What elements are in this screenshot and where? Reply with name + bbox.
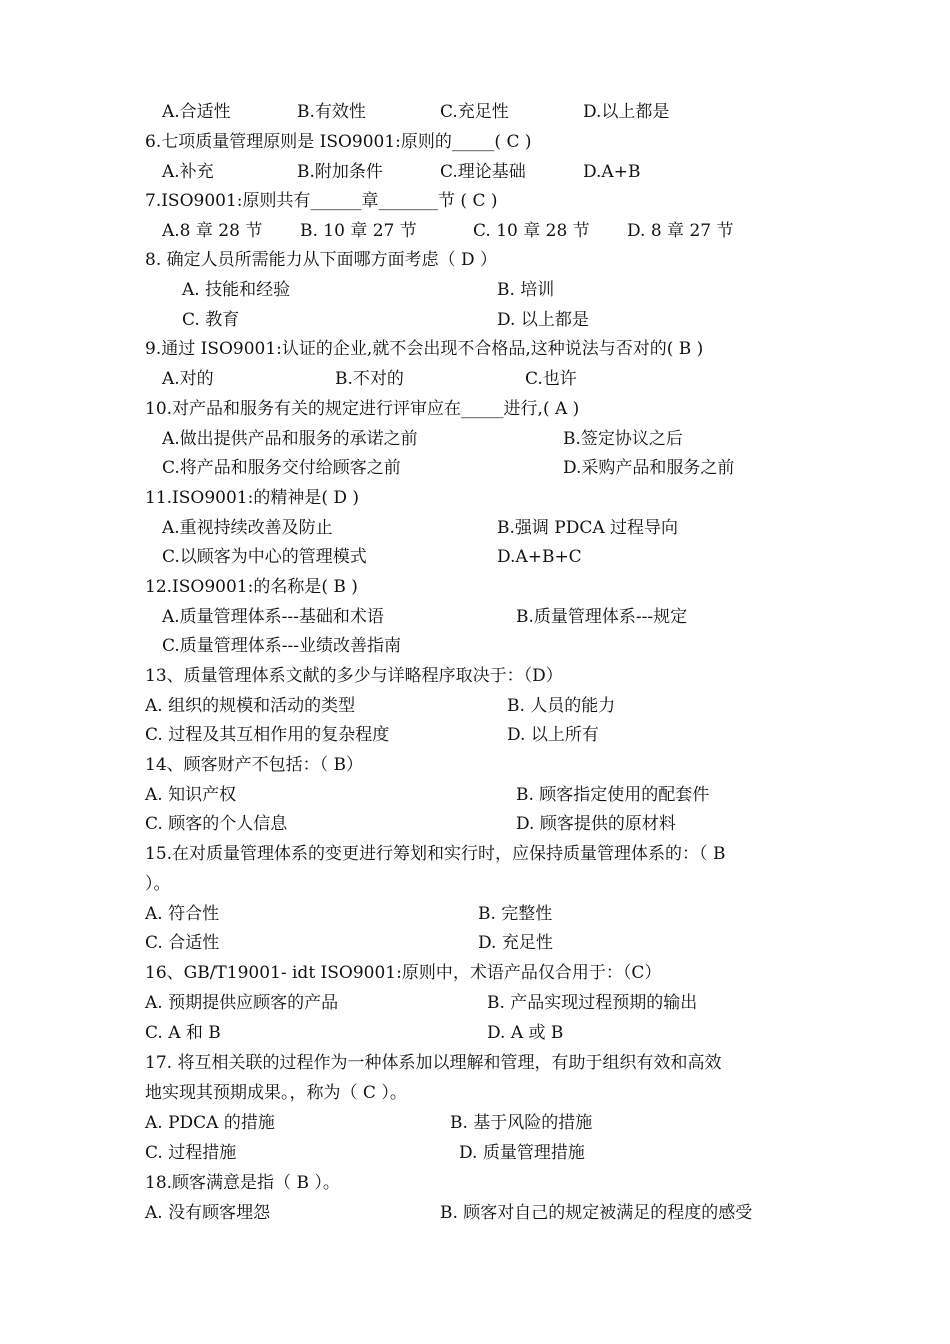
q10-question: 10.对产品和服务有关的规定进行评审应在_____进行,( A ) <box>145 399 580 419</box>
q14-option-c: C. 顾客的个人信息 <box>145 814 288 834</box>
q16-option-a: A. 预期提供应顾客的产品 <box>145 993 339 1013</box>
q7-option-c: C. 10 章 28 节 <box>473 221 590 241</box>
q13-option-b: B. 人员的能力 <box>507 696 616 716</box>
q17-option-c: C. 过程措施 <box>145 1143 237 1163</box>
q8-option-a: A. 技能和经验 <box>182 280 291 300</box>
q6-option-a: A.补充 <box>162 162 214 182</box>
q6-question: 6.七项质量管理原则是 ISO9001:原则的_____( C ) <box>145 132 532 152</box>
q13-option-c: C. 过程及其互相作用的复杂程度 <box>145 725 390 745</box>
q7-option-a: A.8 章 28 节 <box>162 221 263 241</box>
q17-options-row2 <box>145 1138 825 1168</box>
q13-options-row2 <box>145 720 825 750</box>
q15-options-row1 <box>145 899 825 929</box>
q11-option-b: B.强调 PDCA 过程导向 <box>497 518 679 538</box>
q18-options-row1 <box>145 1198 825 1228</box>
q8-option-d: D. 以上都是 <box>497 310 589 330</box>
q17-option-b: B. 基于风险的措施 <box>450 1113 593 1133</box>
q17-option-d: D. 质量管理措施 <box>459 1143 585 1163</box>
q15-question-line2: ）。 <box>145 874 171 894</box>
q6-options <box>145 157 825 187</box>
q11-option-c: C.以顾客为中心的管理模式 <box>162 547 367 567</box>
q8-question: 8. 确定人员所需能力从下面哪方面考虑（ D ） <box>145 250 498 270</box>
q14-options-row1 <box>145 780 825 810</box>
q9-option-b: B.不对的 <box>335 369 404 389</box>
q5-option-d: D.以上都是 <box>583 102 670 122</box>
q6-option-c: C.理论基础 <box>440 162 526 182</box>
q10-option-a: A.做出提供产品和服务的承诺之前 <box>162 429 418 449</box>
q17-question-line2: 地实现其预期成果。，称为（ C ）。 <box>145 1083 407 1103</box>
q16-option-b: B. 产品实现过程预期的输出 <box>487 993 698 1013</box>
q11-option-d: D.A+B+C <box>497 547 582 567</box>
q14-option-d: D. 顾客提供的原材料 <box>516 814 676 834</box>
q7-option-b: B. 10 章 27 节 <box>300 221 417 241</box>
q15-option-a: A. 符合性 <box>145 904 220 924</box>
q14-option-a: A. 知识产权 <box>145 785 237 805</box>
q12-question: 12.ISO9001:的名称是( B ) <box>145 577 358 597</box>
q10-options-row1 <box>145 424 825 454</box>
q17-question-line1: 17. 将互相关联的过程作为一种体系加以理解和管理，有助于组织有效和高效 <box>145 1053 722 1073</box>
q12-option-b: B.质量管理体系---规定 <box>516 607 688 627</box>
q16-options-row2 <box>145 1018 825 1048</box>
q7-question: 7.ISO9001:原则共有______章_______节 ( C ) <box>145 191 498 211</box>
q15-question-line1: 15.在对质量管理体系的变更进行筹划和实行时，应保持质量管理体系的：（ B <box>145 844 726 864</box>
q15-option-c: C. 合适性 <box>145 933 220 953</box>
q5-option-a: A.合适性 <box>162 102 231 122</box>
q13-option-a: A. 组织的规模和活动的类型 <box>145 696 356 716</box>
q8-options-row2 <box>145 305 825 335</box>
q18-question: 18.顾客满意是指（ B ）。 <box>145 1173 340 1193</box>
q8-option-b: B. 培训 <box>497 280 555 300</box>
q17-options-row1 <box>145 1108 825 1138</box>
q12-options-row1 <box>145 602 825 632</box>
q8-option-c: C. 教育 <box>182 310 240 330</box>
q14-options-row2 <box>145 809 825 839</box>
q15-options-row2 <box>145 928 825 958</box>
q13-options-row1 <box>145 691 825 721</box>
q16-option-d: D. A 或 B <box>487 1023 564 1043</box>
q12-option-c: C.质量管理体系---业绩改善指南 <box>162 636 402 656</box>
q11-options-row1 <box>145 513 825 543</box>
q18-option-b: B. 顾客对自己的规定被满足的程度的感受 <box>440 1203 753 1223</box>
q10-option-c: C.将产品和服务交付给顾客之前 <box>162 458 401 478</box>
q9-question: 9.通过 ISO9001:认证的企业,就不会出现不合格品,这种说法与否对的( B ) <box>145 339 704 359</box>
q10-option-b: B.签定协议之后 <box>563 429 683 449</box>
q9-option-c: C.也许 <box>525 369 577 389</box>
q11-question: 11.ISO9001:的精神是( D ) <box>145 488 360 508</box>
q13-option-d: D. 以上所有 <box>507 725 599 745</box>
q13-question: 13、质量管理体系文献的多少与详略程序取决于：（D） <box>145 666 563 686</box>
q10-option-d: D.采购产品和服务之前 <box>563 458 735 478</box>
q5-option-b: B.有效性 <box>297 102 366 122</box>
q6-option-b: B.附加条件 <box>297 162 383 182</box>
q15-option-d: D. 充足性 <box>478 933 553 953</box>
q15-option-b: B. 完整性 <box>478 904 553 924</box>
q16-option-c: C. A 和 B <box>145 1023 221 1043</box>
q7-options <box>145 216 825 246</box>
q14-question: 14、顾客财产不包括：（ B） <box>145 755 364 775</box>
q18-option-a: A. 没有顾客埋怨 <box>145 1203 271 1223</box>
q10-options-row2 <box>145 453 825 483</box>
q7-option-d: D. 8 章 27 节 <box>627 221 734 241</box>
q12-options-row2 <box>145 631 825 661</box>
q11-option-a: A.重视持续改善及防止 <box>162 518 333 538</box>
q16-options-row1 <box>145 988 825 1018</box>
q16-question: 16、GB/T19001- idt ISO9001:原则中，术语产品仅合用于：（C） <box>145 963 662 983</box>
q8-options-row1 <box>145 275 825 305</box>
q9-options <box>145 364 825 394</box>
q11-options-row2 <box>145 542 825 572</box>
q12-option-a: A.质量管理体系---基础和术语 <box>162 607 384 627</box>
q14-option-b: B. 顾客指定使用的配套件 <box>516 785 710 805</box>
q6-option-d: D.A+B <box>583 162 641 182</box>
q9-option-a: A.对的 <box>162 369 214 389</box>
q17-option-a: A. PDCA 的措施 <box>145 1113 275 1133</box>
q5-option-c: C.充足性 <box>440 102 509 122</box>
q5-options <box>145 97 825 127</box>
